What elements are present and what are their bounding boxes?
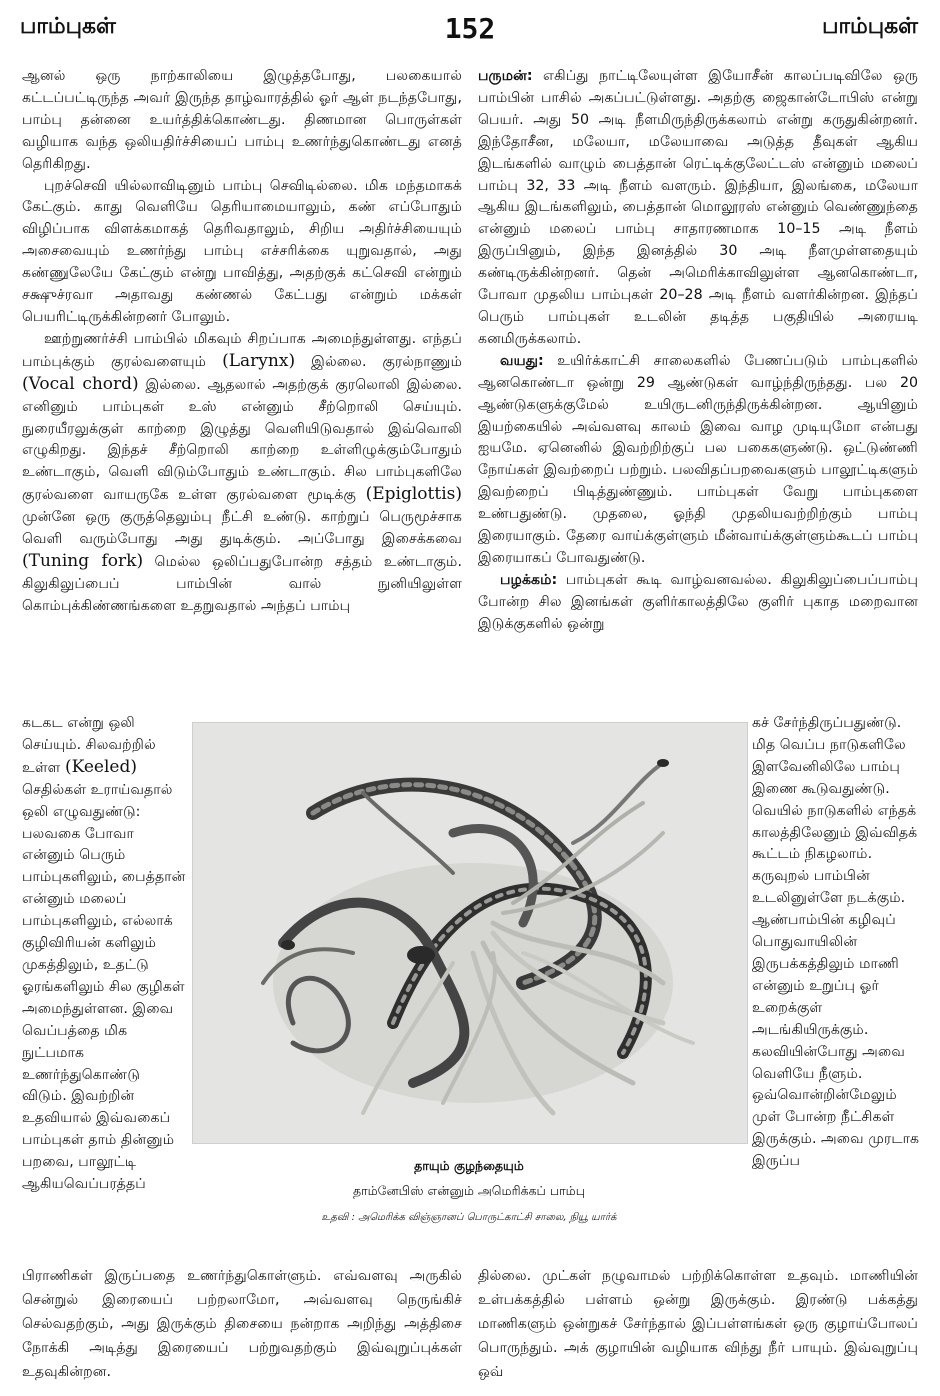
text-run: பாம்புகள் கூடி வாழ்வனவல்ல. கிலுகிலுப்பைப்பாம்பு போன்ற சில இனங்கள் குளிர்காலத்திலே குளிர் புகாத மறைவான இடுக்குகளில் ஒன்று — [478, 571, 919, 632]
right-column — [478, 66, 918, 636]
text-run: முன்னே ஒரு குருத்தெலும்பு நீட்சி உண்டு. காற்றுப் பெருமூச்சாக வெளி வரும்போது அது துடிக்கும். அப்போது இசைக்கவை — [22, 509, 462, 548]
left-column — [22, 66, 462, 618]
figure-caption-subtitle: தாம்னேபிஸ் என்னும் அமெரிக்கப் பாம்பு — [352, 1183, 586, 1198]
latin-term: (Keeled) — [65, 756, 138, 777]
paragraph — [22, 713, 187, 1196]
paragraph: புறச்செவி யில்லாவிடினும் பாம்பு செவிடில்லை. மிக மந்தமாகக் கேட்கும். காது வெளியே தெரியாமையாலும், கண் எப்போதும் விழிப்பாக விளக்கமாகத் தெரிவதாலும், சிறிய அதிர்ச்சியையும் அசைவையும் உணர்ந்து பாம்பு எச்சரிக்கை யுறுவதால், அது கண்ணுலேயே கேட்கும் என்று பாவித்து, அதற்குக் கட்செவி என்றும் சக்ஷுச்ரவா அதாவது கண்ணல் கேட்பது என்றும் மக்கள் பெயரிட்டிருக்கின்றனர் போலும். — [22, 177, 462, 325]
text-run: இல்லை. குரல்நாணும் — [311, 353, 462, 370]
latin-term: (Epiglottis) — [365, 484, 462, 505]
running-head-left: பாம்புகள் — [20, 14, 116, 39]
paragraph: பிராணிகள் இருப்பதை உணர்ந்துகொள்ளும். எவ்வளவு அருகில் சென்றுல் இரையைப் பற்றலாமோ, அவ்வளவு நெருங்கிச் செல்வதற்கும், அது இருக்கும் திசையை நன்றாக அறிந்து அத்திசை நோக்கி அடித்து இரையைப் பற்றுவதற்கும் இவ்வுறுப்புக்கள் உதவுகின்றன. — [22, 1268, 462, 1380]
section-term: பழக்கம்: — [500, 571, 558, 588]
latin-term: (Larynx) — [222, 350, 296, 371]
bottom-right-text — [478, 1264, 918, 1384]
paragraph — [478, 351, 918, 570]
text-run: இல்லை. ஆதலால் அதற்குக் குரலொலி இல்லை. எனினும் பாம்புகள் உஸ் என்னும் சீற்றொலி செய்யும். நுரையீரலுக்குள் காற்றை இழுத்து வெளியிடுவதால் இவ்வொலி எழுகிறது. இந்தச் சீற்றொலி காற்றை உள்ளிழுக்கும்போதும் உண்டாகும், வெளி விடும்போதும் உண்டாகும். சில பாம்புகளிலே குரல்வளை வாயருகே உள்ள குரல்வளை மூடிக்கு — [22, 376, 462, 504]
paragraph — [478, 570, 918, 636]
running-head-right: பாம்புகள் — [822, 14, 918, 39]
right-wrap-text — [752, 713, 920, 1173]
paragraph: கச் சேர்ந்திருப்பதுண்டு. மித வெப்ப நாடுகளிலே இளவேனிலிலே பாம்பு இணை கூடுவதுண்டு. வெயில் நாடுகளில் எந்தக் காலத்திலேனும் இவ்விதக் கூட்டம் நிகழலாம். கருவுறல் பாம்பின் உடலினுள்ளே நடக்கும். ஆண்பாம்பின் கழிவுப் பொதுவாயிலின் இருபக்கத்திலும் மாணி என்னும் உறுப்பு ஓர் உறைக்குள் அடங்கியிருக்கும். கலவியின்போது அவை வெளியே நீளும். ஒவ்வொன்றின்மேலும் முள் போன்ற நீட்சிகள் இருக்கும். அவை முரடாக இருப்ப — [752, 715, 920, 1170]
figure-credit: உதவி : அமெரிக்க விஞ்ஞானப் பொருட்காட்சி சாலை, நியூ யார்க் — [321, 1212, 617, 1223]
text-run: எகிப்து நாட்டிலேயுள்ள இயோசீன் காலப்படிவிலே ஒரு பாம்பின் பாசில் அகப்பட்டுள்ளது. அதற்கு ஜைகான்டோபிஸ் என்று பெயர். அது 50 அடி நீளமிருந்திருக்கலாம் என்று கருதுகின்றனர். இந்தோசீன, மலேயா, மலேயாவை அடுத்த தீவுகள் ஆகிய இடங்களில் வாழும் பைத்தான் ரெட்டிக்குலேட்டஸ் என்னும் மலைப் பாம்பு 32, 33 அடி நீளம் வளரும். இந்தியா, இலங்கை, மலேயா ஆகிய இடங்களிலும், பைத்தான் மொலூரஸ் என்னும் வெண்ணுந்தை என்னும் மலைப் பாம்பு சாதாரணமாக 10–15 அடி நீளம் இருப்பினும், இந்த இனத்தில் 30 அடி நீளமுள்ளதையும் கண்டிருக்கின்றனர். தென் அமெரிக்காவிலுள்ள ஆனகொண்டா, போவா முதலிய பாம்புகள் 20–28 அடி நீளம் வளர்கின்றன. இந்தப் பெரும் பாம்புகள் உடலின் தடித்த பகுதியில் அரையடி கனமிருக்கலாம். — [478, 68, 918, 347]
snake-photograph — [192, 722, 748, 1144]
paragraph — [22, 329, 462, 618]
figure-caption-title: தாயும் குழந்தையும் — [414, 1158, 524, 1173]
page-number: 152 — [444, 12, 496, 45]
paragraph: ஆனல் ஒரு நாற்காலியை இழுத்தபோது, பலகையால் கட்டப்பட்டிருந்த அவர் இருந்த தாழ்வாரத்தில் ஓர் ஆள் நடந்தபோது, பாம்பு தன்னை உயர்த்திக்கொண்டது. திணமான பொருள்கள் வழியாக வந்த ஒலியதிர்ச்சியைப் பாம்பு உணர்ந்துகொண்டது எனத் தெரிகிறது. — [22, 68, 462, 172]
section-term: வயது: — [500, 352, 544, 369]
text-run: ஊற்றுணர்ச்சி பாம்பில் மிகவும் சிறப்பாக அமைந்துள்ளது. எந்தப் பாம்புக்கும் குரல்வளையும் — [22, 330, 462, 370]
text-run: மெல்ல ஒலிப்பதுபோன்ற சத்தம் உண்டாகும். கிலுகிலுப்பைப் பாம்பின் வால் நுனியிலுள்ள கொம்புக்கிண்ணங்களை உதறுவதால் அந்தப் பாம்பு — [22, 553, 462, 614]
text-run: கடகட என்று ஒலி செய்யும். சிலவற்றில் உள்ள — [22, 715, 156, 776]
text-run: செதில்கள் உராய்வதால் ஒலி எழுவதுண்டு: பலவகை போவா என்னும் பெரும் பாம்புகளிலும், பைத்தான் என்னும் மலைப் பாம்புகளிலும், எல்லாக் குழிவிரியன் களிலும் முகத்திலும், உதட்டு ஓரங்களிலும் சில குழிகள் அமைந்துள்ளன. இவை வெப்பத்தை மிக நுட்பமாக உணர்ந்துகொண்டு விடும். இவற்றின் உதவியால் இவ்வகைப் பாம்புகள் தாம் தின்னும் பறவை, பாலூட்டி ஆகியவெப்பரத்தப் — [22, 781, 186, 1193]
left-wrap-text — [22, 713, 187, 1196]
text-run: உயிர்க்காட்சி சாலைகளில் பேணப்படும் பாம்புகளில் ஆனகொண்டா ஒன்று 29 ஆண்டுகள் வாழ்ந்திருந்தது. பல 20 ஆண்டுகளுக்குமேல் உயிருடனிருந்திருக்கின்றன. ஆயினும் இயற்கையில் அவ்வளவு காலம் இவை வாழ முடியுமோ என்பது ஐயமே. ஏனெனில் இவற்றிற்குப் பல பகைகளுண்டு. ஒட்டுண்ணி நோய்கள் இவற்றைப் பற்றும். பலவிதப்பறவைகளும் பாலூட்டிகளும் இவற்றைப் பிடித்துண்ணும். பாம்புகள் வேறு பாம்புகளை உண்பதுண்டு. முதலை, ஓந்தி முதலியவற்றிற்கும் பாம்பு இரையாகும். தேரை வாய்க்குள்ளும் மீன்வாய்க்குள்ளும்கூடப் பாம்பு இரையாகப் போவதுண்டு. — [478, 352, 918, 566]
bottom-left-text — [22, 1264, 462, 1384]
section-term: பருமன்: — [478, 68, 533, 84]
snakes-illustration — [193, 723, 747, 1143]
paragraph — [478, 66, 918, 351]
latin-term: (Vocal chord) — [22, 373, 139, 394]
latin-term: (Tuning fork) — [22, 550, 144, 571]
paragraph: தில்லை. முட்கள் நழுவாமல் பற்றிக்கொள்ள உதவும். மாணியின் உள்பக்கத்தில் பள்ளம் ஒன்று இருக்கும். இரண்டு பக்கத்து மாணிகளும் ஒன்றுகச் சேர்ந்தால் இப்பள்ளங்கள் ஒரு குழாய்போலப் பொருந்தும். அக் குழாயின் வழியாக விந்து நீர் பாயும். இவ்வுறுப்பு ஒவ் — [478, 1268, 918, 1380]
